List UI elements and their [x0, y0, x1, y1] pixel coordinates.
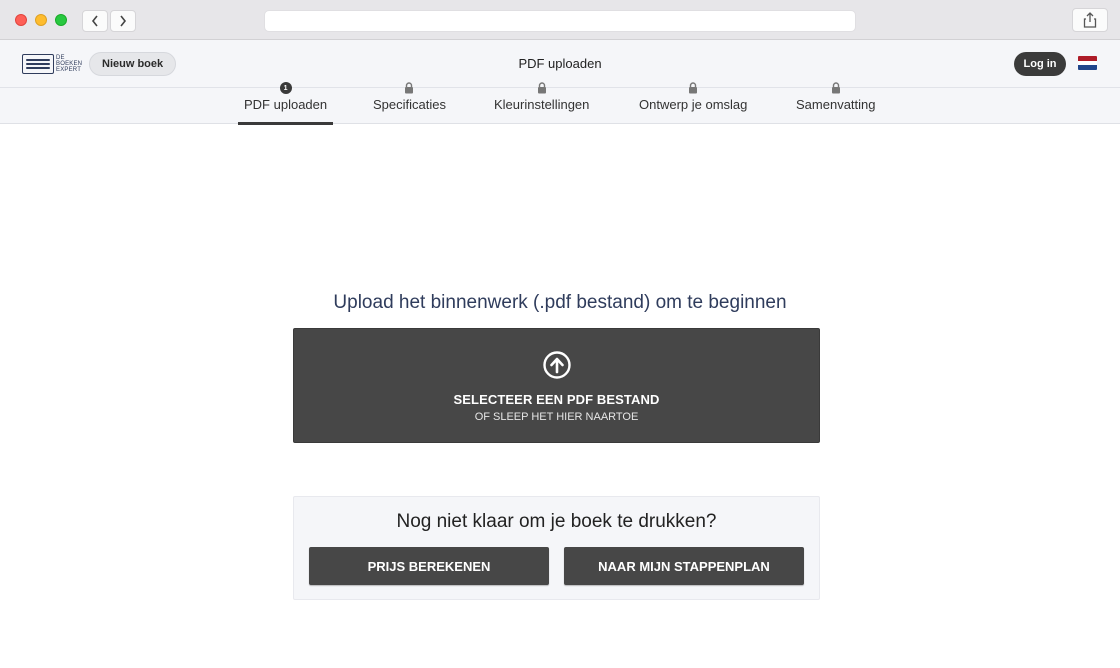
calculate-price-button[interactable]: PRIJS BEREKENEN	[309, 547, 549, 585]
page-title: PDF uploaden	[518, 56, 602, 71]
logo[interactable]	[22, 53, 82, 75]
dutch-flag-icon[interactable]	[1078, 56, 1097, 70]
share-icon	[1083, 12, 1097, 28]
step-kleurinstellingen[interactable]	[494, 88, 589, 124]
address-bar[interactable]	[264, 10, 856, 32]
app-header	[0, 40, 1120, 88]
upload-headline: Upload het binnenwerk (.pdf bestand) om te beginnen	[333, 292, 787, 313]
step-navigation	[0, 84, 1120, 124]
step-samenvatting[interactable]	[796, 88, 876, 124]
active-step-underline	[238, 122, 333, 125]
forward-button[interactable]	[110, 10, 136, 32]
upload-arrow-icon	[543, 351, 571, 379]
step-label: Ontwerp je omslag	[639, 97, 748, 112]
new-book-button[interactable]: Nieuw boek	[89, 52, 176, 76]
dropzone-secondary-text: OF SLEEP HET HIER NAARTOE	[474, 411, 639, 423]
step-label: Specificaties	[373, 97, 446, 112]
lock-icon	[537, 82, 547, 94]
step-label: Kleurinstellingen	[494, 97, 590, 112]
step-pdf-uploaden[interactable]	[244, 84, 328, 124]
dropzone-primary-text: SELECTEER EEN PDF BESTAND	[453, 392, 660, 407]
lock-icon	[404, 82, 414, 94]
step-label: PDF uploaden	[244, 97, 328, 112]
chevron-left-icon	[91, 15, 99, 27]
share-button[interactable]	[1072, 8, 1108, 32]
back-button[interactable]	[82, 10, 108, 32]
zoom-window-button[interactable]	[55, 14, 67, 26]
login-button[interactable]: Log in	[1014, 52, 1066, 76]
step-ontwerp-je-omslag[interactable]	[639, 88, 747, 124]
browser-toolbar	[0, 0, 1120, 40]
logo-mark-icon	[22, 54, 54, 74]
logo-text-line: EXPERT	[56, 67, 82, 73]
step-number-badge: 1	[280, 82, 292, 94]
step-specificaties[interactable]	[373, 88, 446, 124]
logo-text-line: DE	[56, 55, 65, 61]
close-window-button[interactable]	[15, 14, 27, 26]
panel-title: Nog niet klaar om je boek te drukken?	[396, 511, 717, 532]
step-label: Samenvatting	[796, 97, 876, 112]
not-ready-panel	[293, 496, 820, 600]
step-plan-button[interactable]: NAAR MIJN STAPPENPLAN	[564, 547, 804, 585]
pdf-dropzone[interactable]	[293, 328, 820, 443]
lock-icon	[831, 82, 841, 94]
logo-text-line: BOEKEN	[56, 61, 83, 67]
chevron-right-icon	[119, 15, 127, 27]
minimize-window-button[interactable]	[35, 14, 47, 26]
lock-icon	[688, 82, 698, 94]
